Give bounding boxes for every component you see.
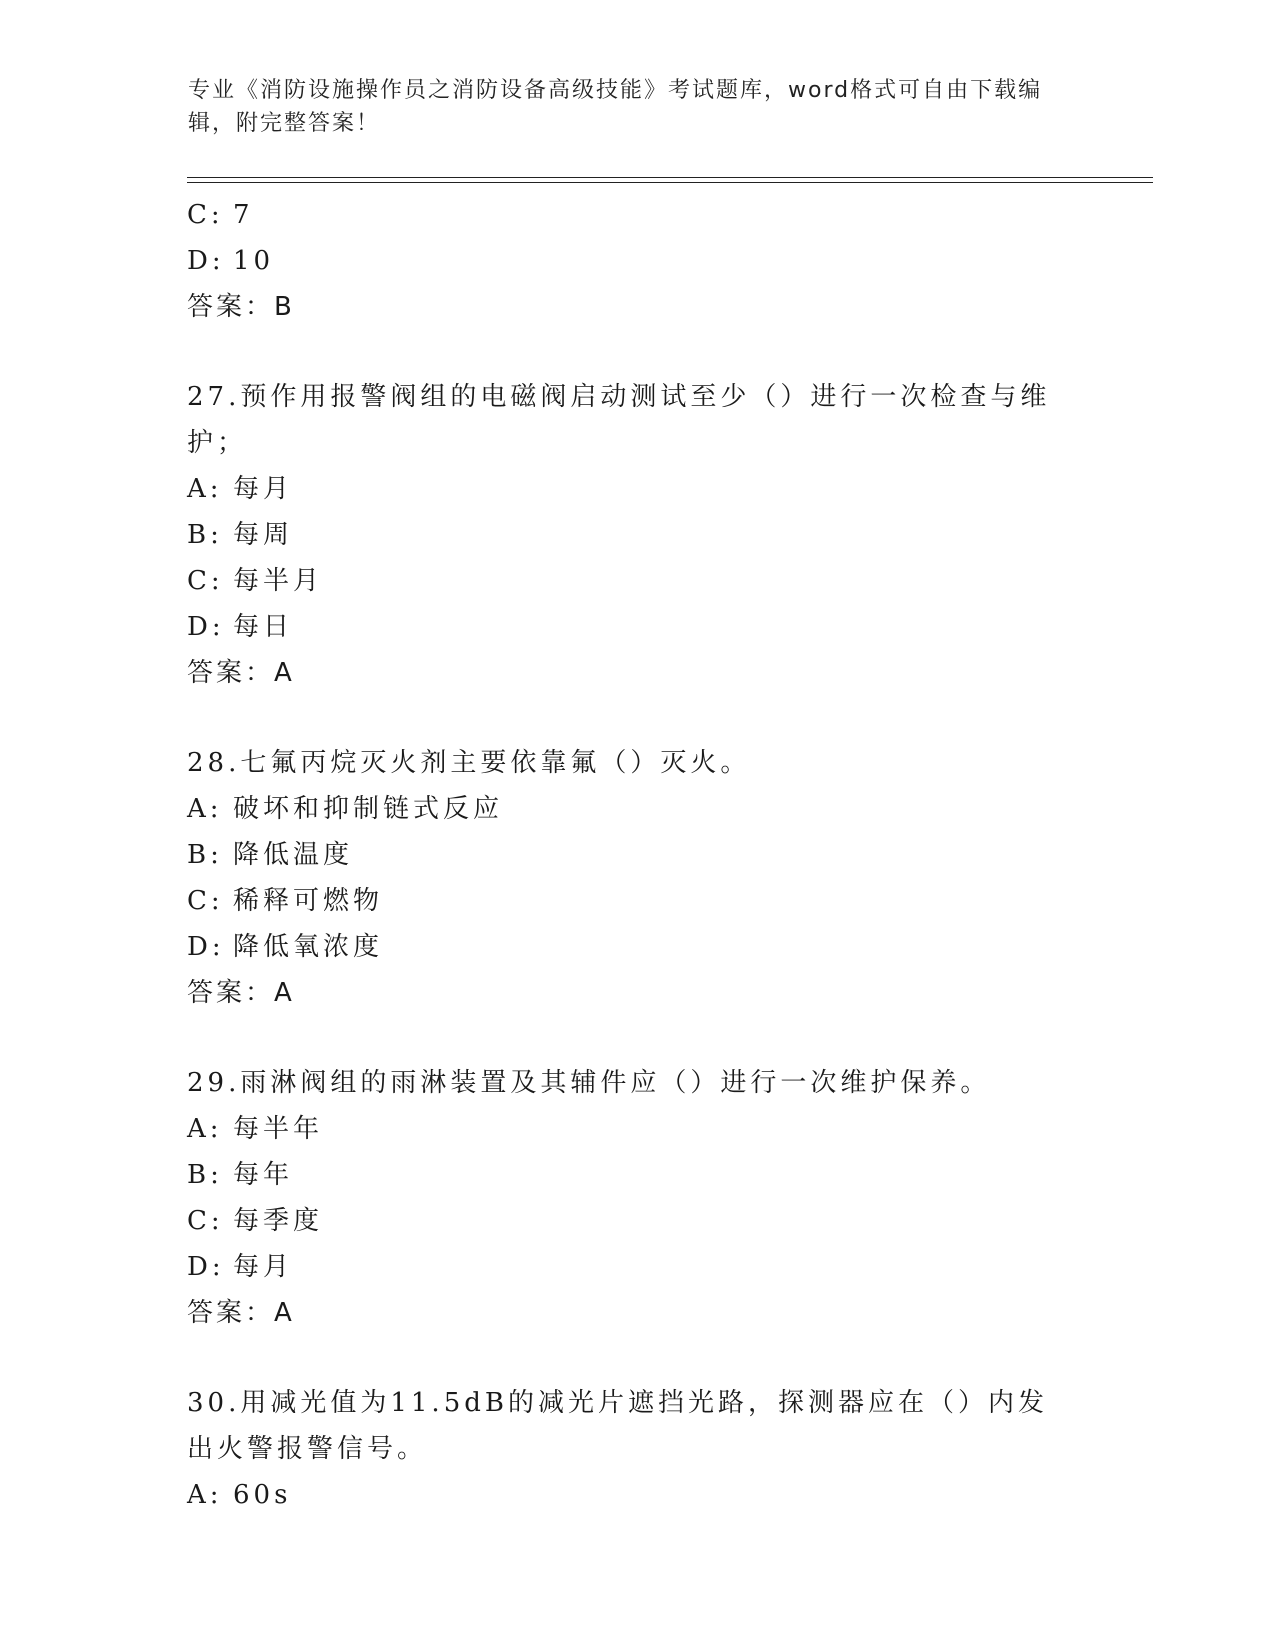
option-c	[187, 192, 1087, 238]
question-30	[187, 1380, 1087, 1518]
option-a	[187, 466, 1087, 512]
header-divider-top	[187, 177, 1153, 178]
option-b	[187, 832, 1087, 878]
option-a	[187, 1472, 1087, 1518]
question-26-continued	[187, 192, 1087, 330]
option-c	[187, 878, 1087, 924]
option-key: D:	[187, 612, 225, 642]
option-d	[187, 604, 1087, 650]
option-text: 稀释可燃物	[233, 886, 384, 916]
option-text: 每半月	[233, 566, 324, 596]
option-b	[187, 512, 1087, 558]
answer-line: 答案：A	[187, 658, 295, 688]
option-a	[187, 1106, 1087, 1152]
question-28	[187, 740, 1087, 1016]
option-key: D:	[187, 1252, 225, 1282]
option-a	[187, 786, 1087, 832]
option-text: 每季度	[233, 1206, 324, 1236]
option-d	[187, 924, 1087, 970]
header-divider-bottom	[187, 182, 1153, 183]
option-text: 每年	[233, 1160, 294, 1190]
option-key: D:	[187, 932, 225, 962]
option-key: B:	[187, 520, 223, 550]
question-list	[187, 192, 1087, 1518]
question-27	[187, 374, 1087, 696]
option-key: A:	[187, 474, 223, 504]
option-c	[187, 558, 1087, 604]
question-stem: 28.七氟丙烷灭火剂主要依靠氟（）灭火。	[187, 748, 751, 778]
option-key: C:	[187, 200, 224, 230]
option-text: 降低氧浓度	[233, 932, 384, 962]
option-key: A:	[187, 1480, 223, 1510]
option-text: 7	[233, 200, 254, 230]
answer-line: 答案：A	[187, 1298, 295, 1328]
option-d	[187, 1244, 1087, 1290]
option-text: 每半年	[233, 1114, 324, 1144]
option-text: 每日	[233, 612, 294, 642]
option-key: D:	[187, 246, 225, 276]
document-header: 专业《消防设施操作员之消防设备高级技能》考试题库，word格式可自由下载编辑，附完整答案！	[188, 78, 1043, 136]
option-text: 每月	[233, 474, 294, 504]
question-stem: 27.预作用报警阀组的电磁阀启动测试至少（）进行一次检查与维护；	[187, 382, 1051, 458]
answer-line: 答案：B	[187, 292, 295, 322]
answer-line: 答案：A	[187, 978, 295, 1008]
option-key: B:	[187, 840, 223, 870]
option-b	[187, 1152, 1087, 1198]
option-d	[187, 238, 1087, 284]
option-key: B:	[187, 1160, 223, 1190]
question-29	[187, 1060, 1087, 1336]
option-text: 每月	[233, 1252, 294, 1282]
option-text: 降低温度	[233, 840, 354, 870]
option-c	[187, 1198, 1087, 1244]
option-text: 60s	[233, 1480, 292, 1510]
option-text: 10	[233, 246, 275, 276]
question-stem: 29.雨淋阀组的雨淋装置及其辅件应（）进行一次维护保养。	[187, 1068, 991, 1098]
option-text: 破坏和抑制链式反应	[233, 794, 504, 824]
option-text: 每周	[233, 520, 294, 550]
option-key: C:	[187, 566, 224, 596]
option-key: C:	[187, 1206, 224, 1236]
option-key: A:	[187, 1114, 223, 1144]
option-key: C:	[187, 886, 224, 916]
option-key: A:	[187, 794, 223, 824]
question-stem: 30.用减光值为11.5dB的减光片遮挡光路，探测器应在（）内发出火警报警信号。	[187, 1388, 1048, 1464]
